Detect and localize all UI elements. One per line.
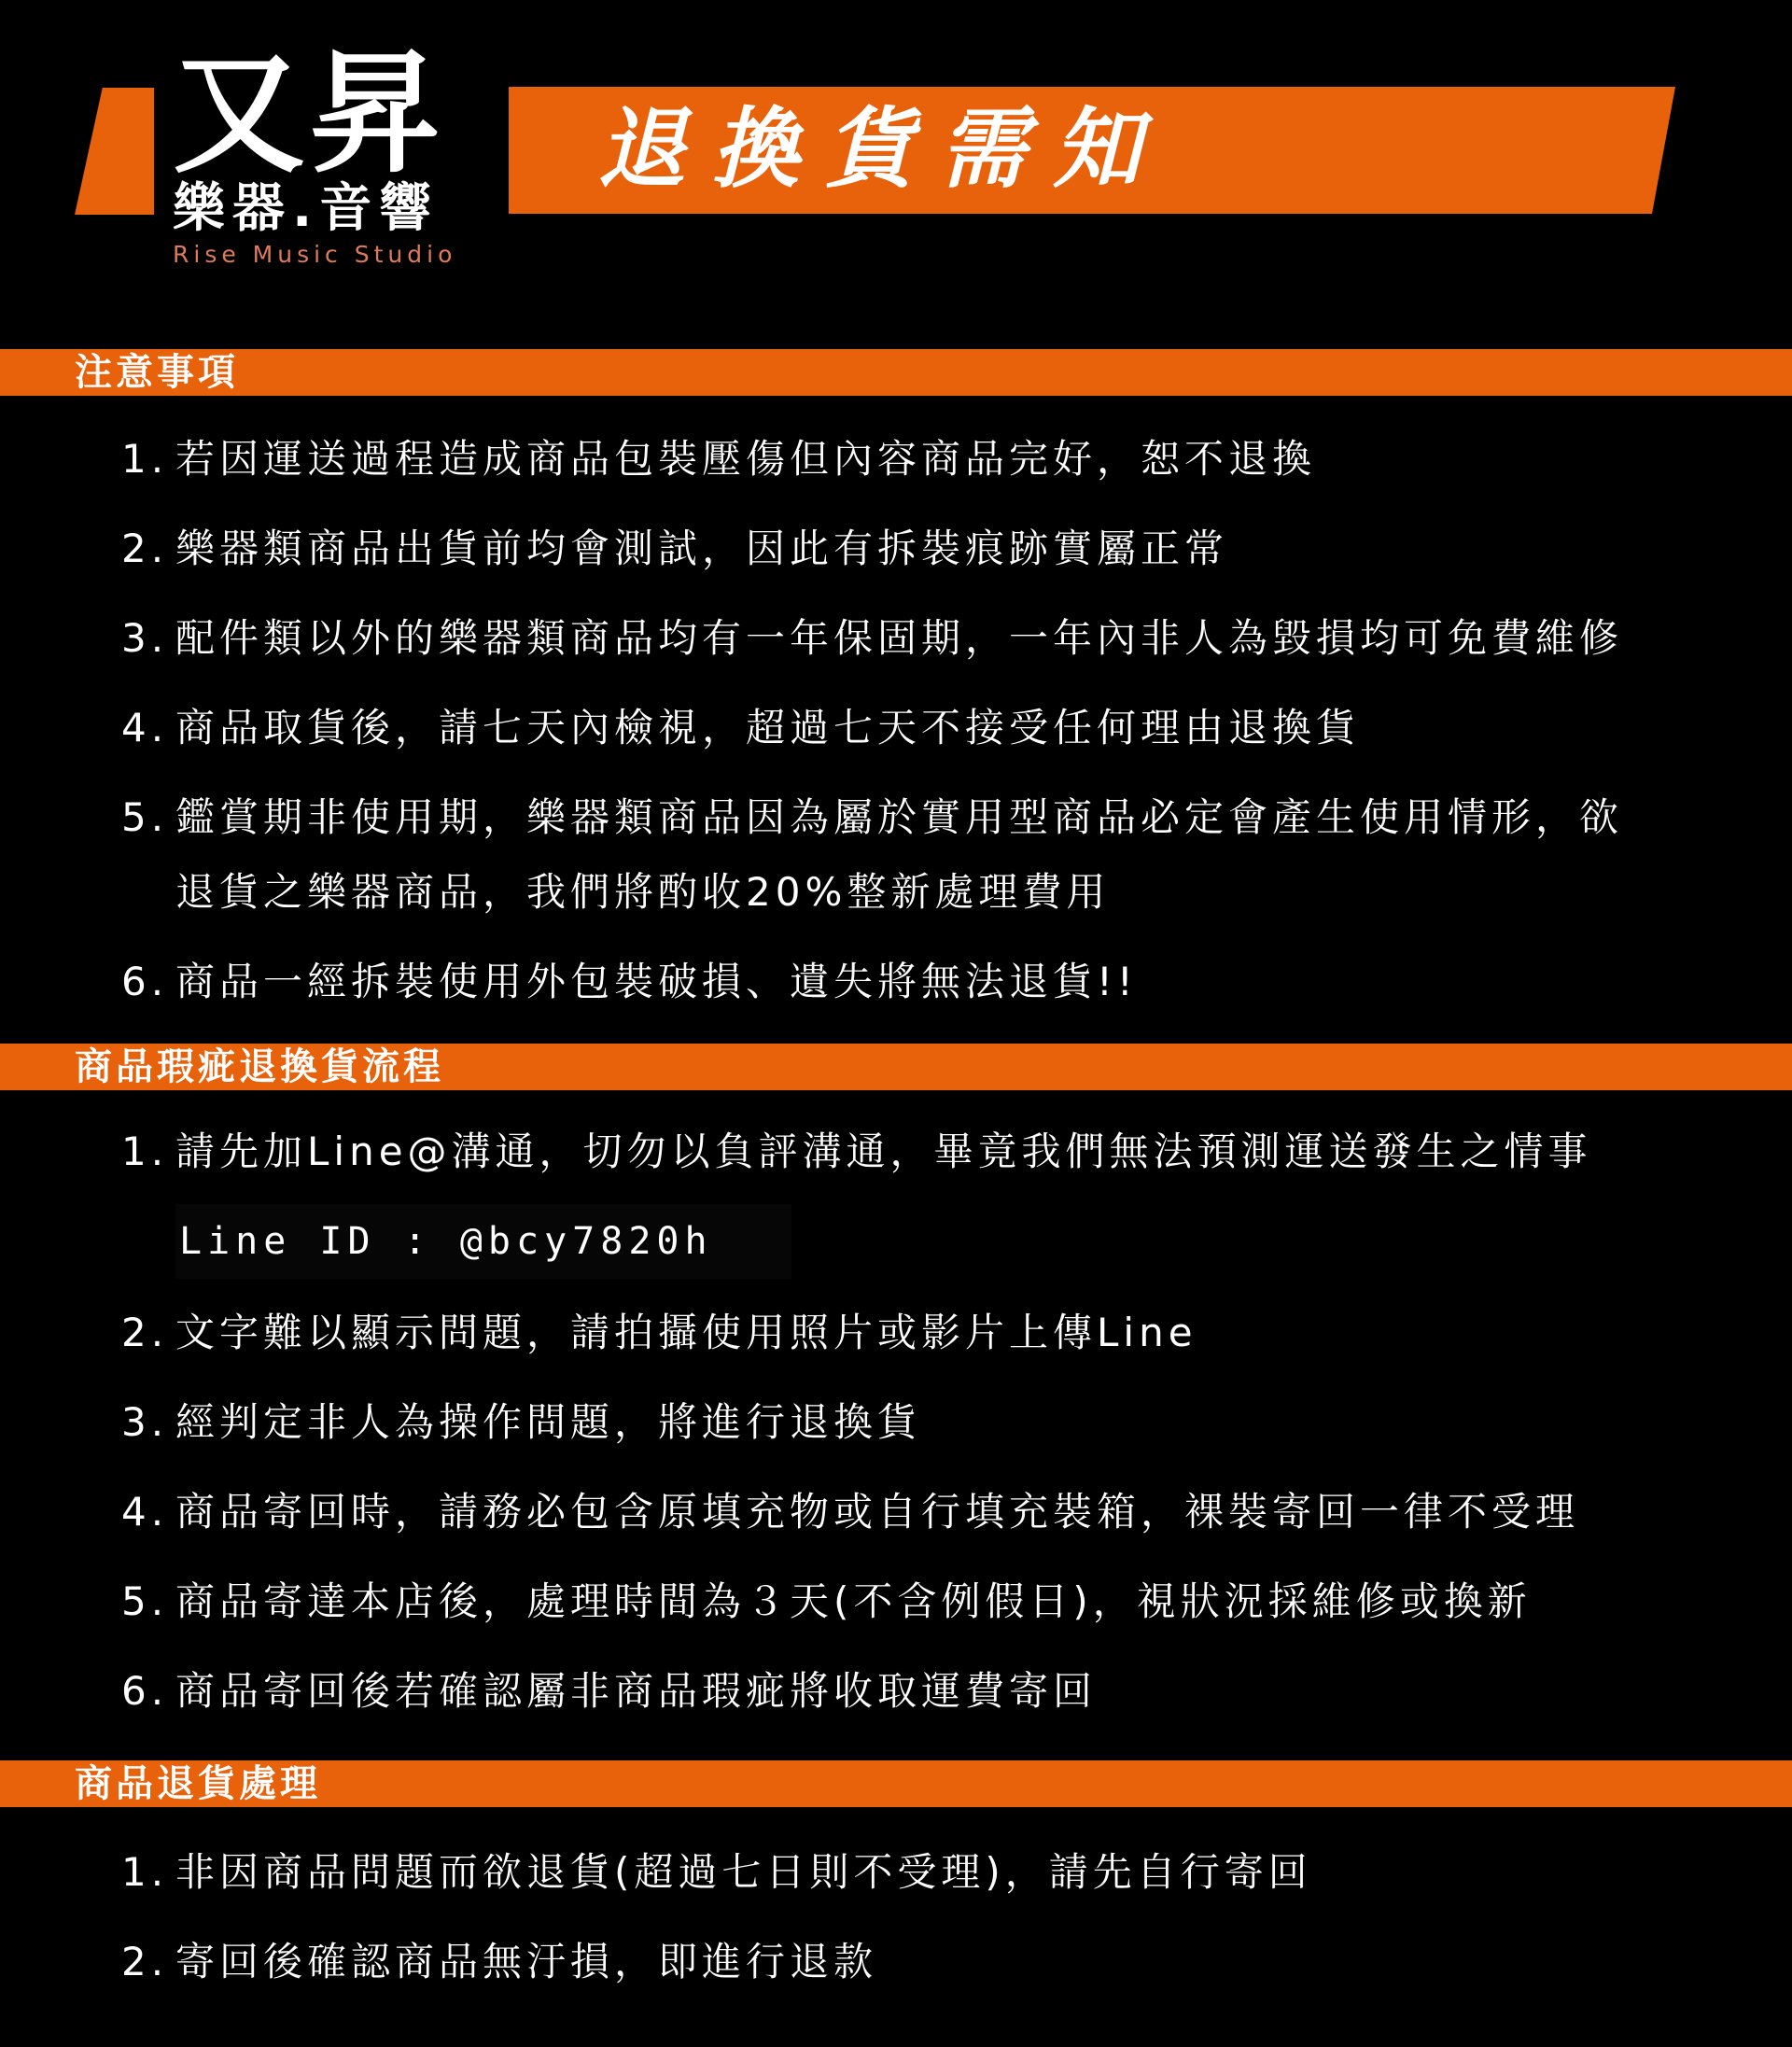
line-id: Line ID : @bcy7820h: [179, 1220, 713, 1263]
brand-logo: [173, 37, 490, 280]
list-item: 4. 商品寄回時，請務必包含原填充物或自行填充裝箱，裸裝寄回一律不受理: [121, 1489, 1580, 1535]
section-header-notes: [0, 349, 1792, 396]
section-header-defect-process: [0, 1044, 1792, 1090]
list-item: 6. 商品一經拆裝使用外包裝破損、遺失將無法退貨!!: [121, 959, 1138, 1004]
section-header-returns: [0, 1760, 1792, 1807]
list-item: 6. 商品寄回後若確認屬非商品瑕疵將收取運費寄回: [121, 1668, 1098, 1714]
list-item: 4. 商品取貨後，請七天內檢視，超過七天不接受任何理由退換貨: [121, 705, 1361, 750]
page-title: 退換貨需知: [597, 99, 1168, 201]
list-item: 2. 樂器類商品出貨前均會測試，因此有拆裝痕跡實屬正常: [121, 526, 1229, 571]
brand-subtitle: 樂器.音響: [173, 178, 440, 239]
logo-accent-bar: [75, 88, 154, 215]
brand-english-name: Rise Music Studio: [173, 241, 457, 268]
list-item: 1. 請先加Line@溝通，切勿以負評溝通，畢竟我們無法預測運送發生之情事: [121, 1129, 1592, 1174]
list-item: 5. 鑑賞期非使用期，樂器類商品因為屬於實用型商品必定會產生使用情形，欲 退貨之樂器商品，我們將酌收20%整新處理費用: [121, 780, 1623, 855]
section-title: 商品瑕疵退換貨流程: [75, 1045, 444, 1088]
list-item: 3. 經判定非人為操作問題，將進行退換貨: [121, 1399, 922, 1445]
list-item: 1. 若因運送過程造成商品包裝壓傷但內容商品完好，恕不退換: [121, 436, 1317, 482]
list-item: 1. 非因商品問題而欲退貨(超過七日則不受理)，請先自行寄回: [121, 1849, 1312, 1895]
list-item: 5. 商品寄達本店後，處理時間為３天(不含例假日)，視狀況採維修或換新: [121, 1578, 1532, 1624]
section-title: 商品退貨處理: [75, 1762, 321, 1805]
list-item: 2. 寄回後確認商品無汙損，即進行退款: [121, 1939, 878, 1984]
list-item: 2. 文字難以顯示問題，請拍攝使用照片或影片上傳Line: [121, 1310, 1197, 1355]
brand-name: 又昇: [173, 37, 445, 191]
list-item-continuation: 退貨之樂器商品，我們將酌收20%整新處理費用: [175, 869, 1111, 915]
section-title: 注意事項: [75, 351, 239, 394]
list-item: 3. 配件類以外的樂器類商品均有一年保固期，一年內非人為毀損均可免費維修: [121, 615, 1624, 661]
